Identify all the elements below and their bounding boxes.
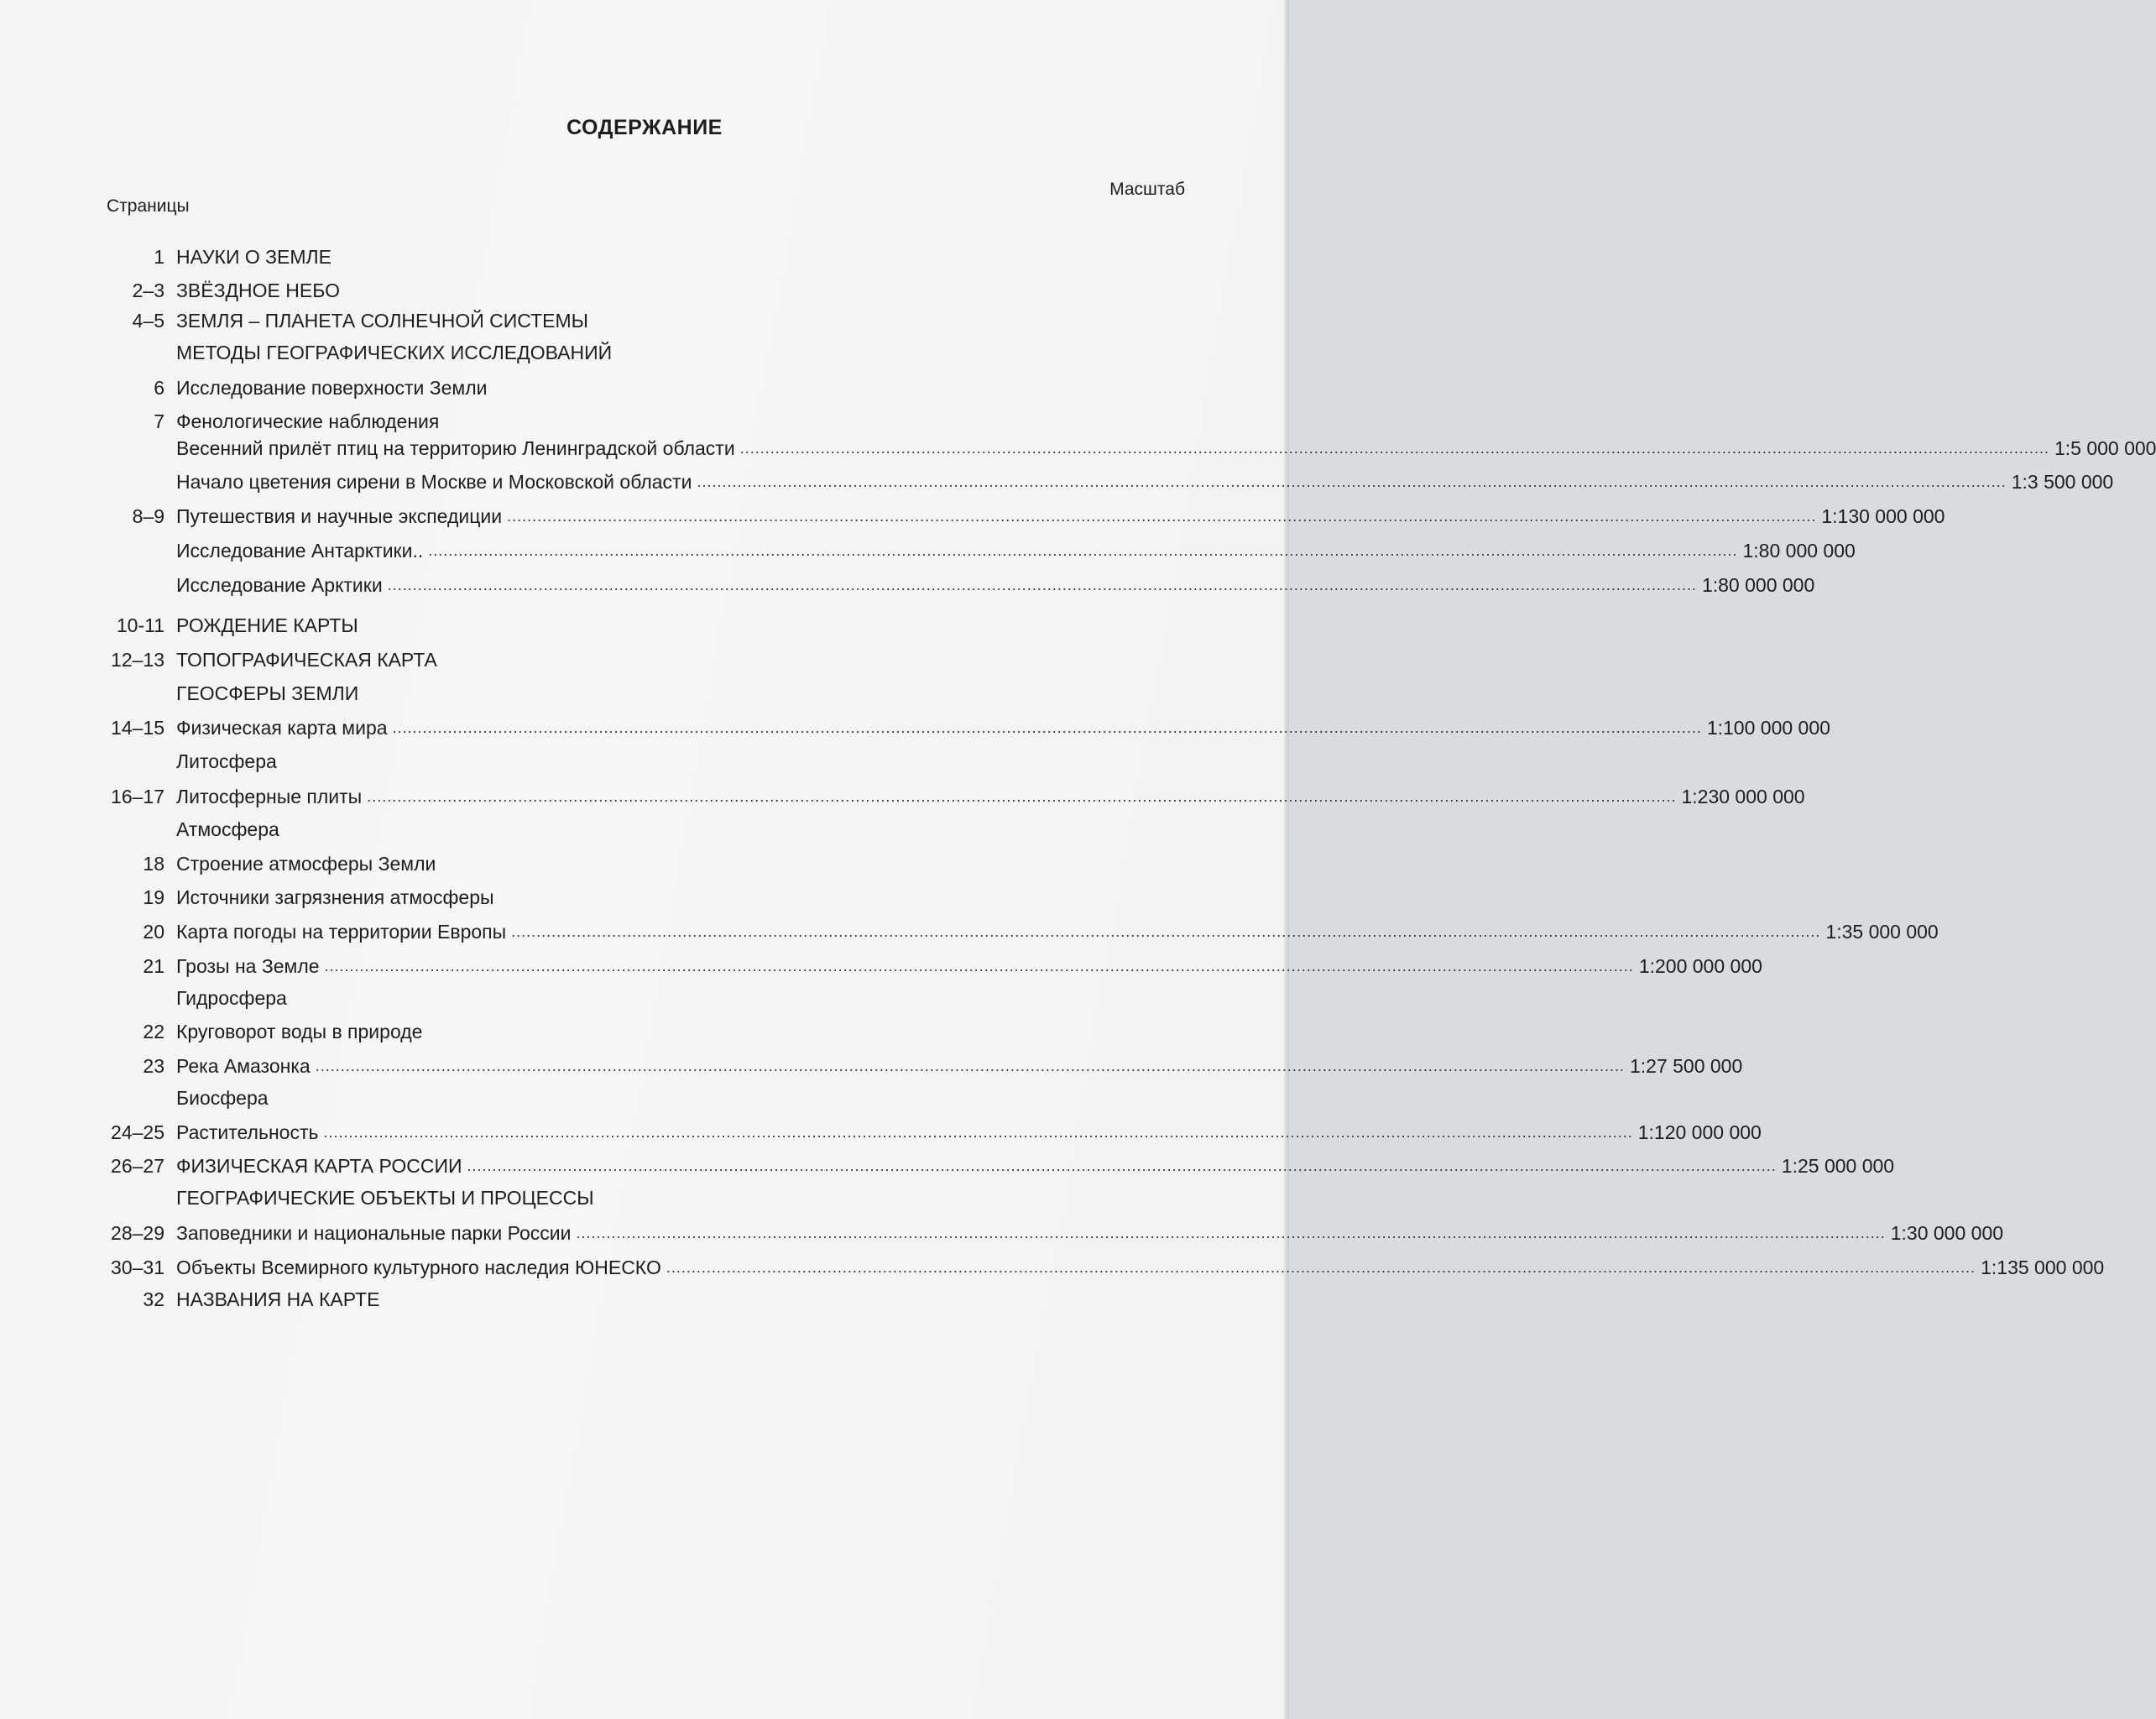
toc-entry bbox=[0, 680, 1289, 707]
toc-entry bbox=[0, 884, 1289, 911]
toc-entry-title: Гидросфера bbox=[176, 987, 287, 1009]
toc-entry-title: Исследование Арктики bbox=[176, 574, 383, 596]
toc-entry-body bbox=[176, 714, 1830, 741]
toc-entry-body bbox=[176, 277, 340, 304]
dot-leader: .................................................................................................................................................................................................................................................................... bbox=[387, 577, 1697, 593]
toc-entry-body bbox=[176, 680, 358, 707]
toc-page-number: 26–27 bbox=[111, 1155, 164, 1177]
toc-entry-body bbox=[176, 783, 1805, 810]
toc-entry-scale: 1:35 000 000 bbox=[1825, 921, 1939, 943]
toc-entry-title: МЕТОДЫ ГЕОГРАФИЧЕСКИХ ИССЛЕДОВАНИЙ bbox=[176, 342, 613, 363]
toc-page-number: 14–15 bbox=[111, 717, 164, 739]
dot-leader: .................................................................................................................................................................................................................................................................... bbox=[467, 1157, 1777, 1174]
toc-entry-title: Река Амазонка bbox=[176, 1055, 311, 1077]
toc-entry bbox=[0, 503, 1945, 530]
toc-entry-title: Карта погоды на территории Европы bbox=[176, 921, 507, 943]
toc-entry bbox=[0, 918, 1939, 945]
toc-entry bbox=[0, 1018, 1289, 1045]
dot-leader: .................................................................................................................................................................................................................................................................... bbox=[324, 958, 1634, 974]
toc-page-number: 32 bbox=[143, 1288, 164, 1310]
toc-page-number: 8–9 bbox=[132, 505, 164, 527]
toc-entry-title: Фенологические наблюдения bbox=[176, 410, 440, 432]
toc-entry bbox=[0, 1286, 1289, 1313]
toc-entry bbox=[0, 646, 1289, 673]
dot-leader: .................................................................................................................................................................................................................................................................... bbox=[507, 508, 1817, 525]
dot-leader: .................................................................................................................................................................................................................................................................... bbox=[739, 440, 2049, 457]
toc-entry-body bbox=[176, 468, 2114, 495]
toc-entry-scale: 1:80 000 000 bbox=[1701, 574, 1815, 596]
toc-entry-title: Литосфера bbox=[176, 750, 277, 772]
scale-column-header: Масштаб bbox=[1109, 180, 1185, 199]
toc-entry-title: Атмосфера bbox=[176, 818, 279, 840]
toc-entry-title: Исследование Антарктики.. bbox=[176, 540, 424, 562]
toc-entry-title: ГЕОГРАФИЧЕСКИЕ ОБЪЕКТЫ И ПРОЦЕССЫ bbox=[176, 1187, 594, 1209]
toc-entry-scale: 1:120 000 000 bbox=[1637, 1121, 1762, 1143]
toc-entry-body bbox=[176, 1254, 2105, 1281]
toc-entry-body bbox=[176, 816, 279, 843]
toc-entry-title: ЗВЁЗДНОЕ НЕБО bbox=[176, 280, 340, 301]
toc-page-number: 28–29 bbox=[111, 1222, 164, 1244]
toc-entry-title: НАУКИ О ЗЕМЛЕ bbox=[176, 246, 331, 268]
toc-entry-scale: 1:5 000 000 bbox=[2054, 437, 2156, 459]
toc-entry bbox=[0, 748, 1289, 775]
toc-entry-title: ФИЗИЧЕСКАЯ КАРТА РОССИИ bbox=[176, 1155, 462, 1177]
toc-entry-body bbox=[176, 503, 1945, 530]
toc-page-number: 6 bbox=[154, 377, 164, 399]
toc-entry-title: Биосфера bbox=[176, 1087, 269, 1109]
toc-entry-body bbox=[176, 572, 1815, 598]
toc-entry bbox=[0, 1184, 1289, 1211]
toc-entry-body bbox=[176, 537, 1856, 564]
toc-entry-body bbox=[176, 646, 437, 673]
toc-page-number: 16–17 bbox=[111, 786, 164, 807]
toc-entry-title: Источники загрязнения атмосферы bbox=[176, 886, 494, 908]
toc-entry bbox=[0, 243, 1289, 270]
toc-entry bbox=[0, 985, 1289, 1011]
toc-entry-body bbox=[176, 1053, 1743, 1079]
pages-column-header: Страницы bbox=[107, 196, 190, 216]
toc-entry-body bbox=[176, 1220, 2004, 1246]
toc-entry-body bbox=[176, 435, 2156, 462]
toc-entry-title: Литосферные плиты bbox=[176, 786, 363, 807]
toc-entry-title: Круговорот воды в природе bbox=[176, 1021, 423, 1042]
toc-entry-title: ТОПОГРАФИЧЕСКАЯ КАРТА bbox=[176, 649, 437, 671]
toc-entry bbox=[0, 714, 1830, 741]
dot-leader: .................................................................................................................................................................................................................................................................... bbox=[666, 1259, 1976, 1276]
toc-entry-body bbox=[176, 374, 488, 401]
toc-entry bbox=[0, 307, 1289, 334]
toc-entry-title: Исследование поверхности Земли bbox=[176, 377, 488, 399]
toc-entry bbox=[0, 612, 1289, 639]
page-title: СОДЕРЖАНИЕ bbox=[566, 116, 723, 139]
toc-entry-body bbox=[176, 1084, 269, 1111]
toc-entry bbox=[0, 435, 2156, 462]
toc-entry-body bbox=[176, 884, 494, 911]
toc-entry bbox=[0, 1152, 1895, 1179]
toc-entry-body bbox=[176, 918, 1939, 945]
toc-entry-title: Растительность bbox=[176, 1121, 319, 1143]
toc-entry bbox=[0, 816, 1289, 843]
toc-page-number: 7 bbox=[154, 410, 164, 432]
toc-entry-scale: 1:200 000 000 bbox=[1638, 955, 1762, 977]
toc-entry bbox=[0, 783, 1805, 810]
toc-page-number: 1 bbox=[154, 246, 164, 268]
toc-entry bbox=[0, 408, 1289, 435]
toc-entry bbox=[0, 1119, 1762, 1146]
toc-entry-body bbox=[176, 748, 277, 775]
dot-leader: .................................................................................................................................................................................................................................................................... bbox=[392, 719, 1702, 736]
toc-entry bbox=[0, 1220, 2004, 1246]
toc-entry bbox=[0, 339, 1289, 366]
toc-page-number: 10-11 bbox=[116, 614, 164, 636]
toc-entry bbox=[0, 850, 1289, 877]
dot-leader: .................................................................................................................................................................................................................................................................... bbox=[511, 923, 1821, 940]
toc-entry-body bbox=[176, 850, 436, 877]
toc-entry-scale: 1:230 000 000 bbox=[1681, 786, 1805, 807]
dot-leader: .................................................................................................................................................................................................................................................................... bbox=[315, 1058, 1625, 1074]
toc-page-number: 30–31 bbox=[111, 1257, 164, 1278]
toc-entry-scale: 1:30 000 000 bbox=[1890, 1222, 2004, 1244]
dot-leader: .................................................................................................................................................................................................................................................................... bbox=[367, 788, 1677, 805]
toc-entry-scale: 1:25 000 000 bbox=[1781, 1155, 1895, 1177]
toc-entry-body bbox=[176, 1018, 422, 1045]
toc-entry-body bbox=[176, 612, 358, 639]
toc-entry-title: Весенний прилёт птиц на территорию Ленинградской области bbox=[176, 437, 735, 459]
toc-entry-scale: 1:100 000 000 bbox=[1706, 717, 1830, 739]
toc-entry-body bbox=[176, 408, 439, 435]
toc-entry-body bbox=[176, 339, 612, 366]
toc-entry-body bbox=[176, 307, 588, 334]
toc-entry-body bbox=[176, 953, 1762, 980]
toc-entry-body bbox=[176, 1286, 379, 1313]
toc-page-number: 4–5 bbox=[132, 310, 164, 332]
dot-leader: .................................................................................................................................................................................................................................................................... bbox=[428, 542, 1738, 559]
toc-page-number: 24–25 bbox=[111, 1121, 164, 1143]
toc-entry-body bbox=[176, 243, 331, 270]
toc-entry-title: Путешествия и научные экспедиции bbox=[176, 505, 503, 527]
toc-entry-scale: 1:135 000 000 bbox=[1981, 1257, 2105, 1278]
toc-entry bbox=[0, 572, 1815, 598]
dot-leader: .................................................................................................................................................................................................................................................................... bbox=[323, 1124, 1633, 1141]
toc-entry-scale: 1:3 500 000 bbox=[2011, 471, 2114, 493]
toc-entry-title: ЗЕМЛЯ – ПЛАНЕТА СОЛНЕЧНОЙ СИСТЕМЫ bbox=[176, 310, 589, 332]
toc-page-number: 2–3 bbox=[132, 280, 164, 301]
toc-page-number: 19 bbox=[143, 886, 164, 908]
dot-leader: .................................................................................................................................................................................................................................................................... bbox=[576, 1225, 1886, 1241]
toc-entry bbox=[0, 468, 2114, 495]
toc-entry bbox=[0, 1084, 1289, 1111]
toc-entry-title: Строение атмосферы Земли bbox=[176, 853, 436, 875]
toc-entry-body bbox=[176, 1184, 594, 1211]
dot-leader: .................................................................................................................................................................................................................................................................... bbox=[697, 473, 2007, 490]
toc-entry-title: Объекты Всемирного культурного наследия ЮНЕСКО bbox=[176, 1257, 661, 1278]
toc-entry-title: Грозы на Земле bbox=[176, 955, 320, 977]
toc-entry bbox=[0, 277, 1289, 304]
toc-entry-body bbox=[176, 985, 287, 1011]
toc-entry bbox=[0, 1053, 1743, 1079]
toc-page-number: 12–13 bbox=[111, 649, 164, 671]
toc-entry-title: ГЕОСФЕРЫ ЗЕМЛИ bbox=[176, 682, 359, 704]
toc-page-number: 18 bbox=[143, 853, 164, 875]
toc-page-number: 23 bbox=[143, 1055, 164, 1077]
toc-entry bbox=[0, 537, 1856, 564]
toc-entry-scale: 1:27 500 000 bbox=[1629, 1055, 1743, 1077]
toc-entry-scale: 1:80 000 000 bbox=[1742, 540, 1856, 562]
toc-entry-title: РОЖДЕНИЕ КАРТЫ bbox=[176, 614, 358, 636]
toc-entry bbox=[0, 953, 1762, 980]
toc-entry bbox=[0, 374, 1289, 401]
toc-entry-body bbox=[176, 1152, 1895, 1179]
toc-entry-title: Начало цветения сирени в Москве и Московской области bbox=[176, 471, 692, 493]
toc-entry-title: НАЗВАНИЯ НА КАРТЕ bbox=[176, 1288, 380, 1310]
toc-entry-scale: 1:130 000 000 bbox=[1821, 505, 1945, 527]
toc-entry-title: Физическая карта мира bbox=[176, 717, 388, 739]
toc-entry-title: Заповедники и национальные парки России bbox=[176, 1222, 572, 1244]
toc-entry bbox=[0, 1254, 2105, 1281]
toc-entry-body bbox=[176, 1119, 1762, 1146]
toc-page-number: 20 bbox=[143, 921, 164, 943]
toc-page-number: 21 bbox=[143, 955, 164, 977]
toc-page-number: 22 bbox=[143, 1021, 164, 1042]
